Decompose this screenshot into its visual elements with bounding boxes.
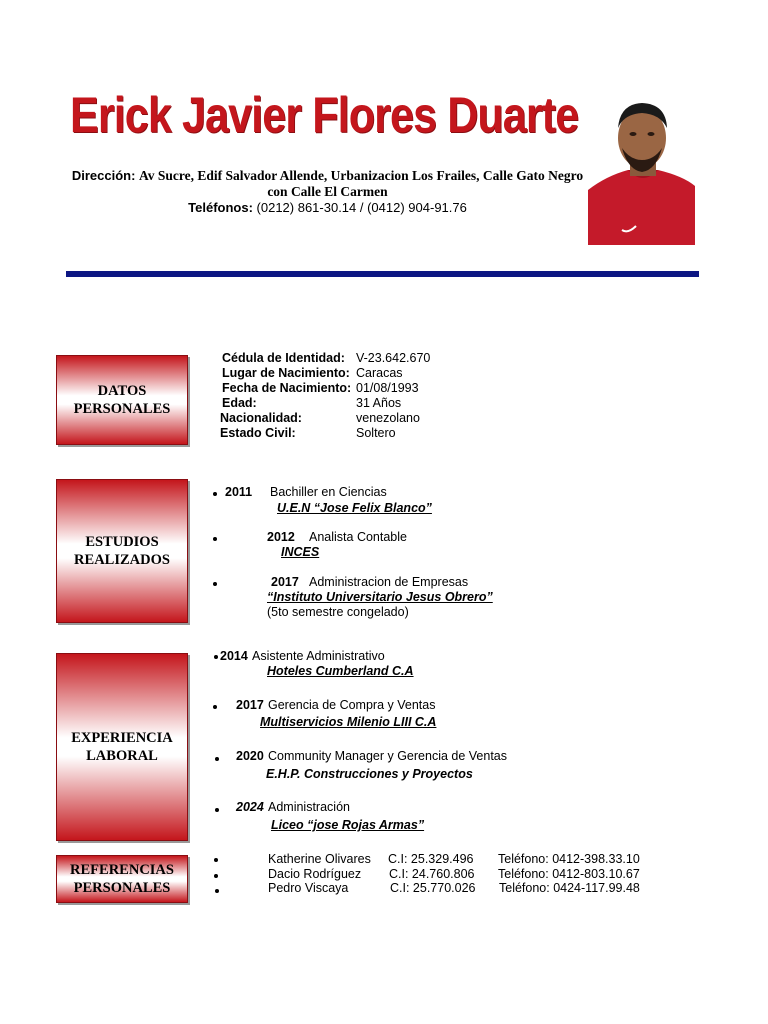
job-year: 2017 [236,698,264,712]
personal-label-ci: Cédula de Identidad: [222,351,345,365]
personal-label-age: Edad: [222,396,257,410]
phones-value: (0212) 861-30.14 / (0412) 904-91.76 [256,200,467,215]
section-title-line: REALIZADOS [74,552,170,568]
job-company: Hoteles Cumberland C.A [267,664,414,678]
personal-label-nationality: Nacionalidad: [220,411,302,425]
study-title: Bachiller en Ciencias [270,485,387,499]
section-studies-title [56,479,188,623]
reference-name: Dacio Rodríguez [268,867,362,881]
address-line1: Av Sucre, Edif Salvador Allende, Urbanizacion Los Frailes, Calle Gato Negro [139,168,584,183]
bullet [215,889,219,893]
bullet [213,492,217,496]
personal-value-birthdate: 01/08/1993 [356,381,419,395]
job-title: Asistente Administrativo [252,649,385,663]
reference-phone: Teléfono: 0424-117.99.48 [499,881,640,895]
section-title-line: EXPERIENCIA [71,730,173,746]
job-company: Liceo “jose Rojas Armas” [271,818,425,832]
personal-value-age: 31 Años [356,396,402,410]
reference-ci: C.I: 24.760.806 [389,867,475,881]
section-title-line: ESTUDIOS [85,534,159,550]
bullet [215,808,219,812]
personal-value-nationality: venezolano [356,411,420,425]
job-company: Multiservicios Milenio LIII C.A [260,715,437,729]
phones-label: Teléfonos: [188,200,253,215]
personal-label-birthdate: Fecha de Nacimiento: [222,381,352,395]
job-year: 2014 [220,649,248,663]
profile-photo [588,98,695,245]
personal-label-birthplace: Lugar de Nacimiento: [222,366,350,380]
job-title: Community Manager y Gerencia de Ventas [268,749,508,763]
job-company: E.H.P. Construcciones y Proyectos [266,767,473,781]
section-title-line: PERSONALES [73,401,171,417]
bullet [214,655,218,659]
personal-value-birthplace: Caracas [356,366,403,380]
reference-ci: C.I: 25.329.496 [388,852,474,866]
header-divider [66,271,699,277]
reference-name: Katherine Olivares [268,852,371,866]
study-institution: INCES [281,545,320,559]
personal-label-civil: Estado Civil: [220,426,296,440]
section-references-title [56,855,188,903]
bullet [213,705,217,709]
reference-phone: Teléfono: 0412-803.10.67 [498,867,640,881]
section-title-line: REFERENCIAS [70,862,174,878]
study-title: Analista Contable [309,530,407,544]
bullet [214,858,218,862]
section-title-line: LABORAL [86,748,158,764]
reference-name: Pedro Viscaya [268,881,349,895]
bullet [215,757,219,761]
contact-block [40,168,615,216]
job-year: 2020 [236,749,264,763]
study-year: 2011 [225,485,253,499]
job-title: Gerencia de Compra y Ventas [268,698,436,712]
study-institution: U.E.N “Jose Felix Blanco” [277,501,432,515]
address-label: Dirección: [71,168,136,183]
section-title-line: PERSONALES [73,880,171,896]
personal-value-ci: V-23.642.670 [356,351,431,365]
study-title: Administracion de Empresas [309,575,469,589]
job-year: 2024 [236,800,264,814]
bullet [213,537,217,541]
bullet [214,874,218,878]
study-note: (5to semestre congelado) [267,605,409,619]
study-institution: “Instituto Universitario Jesus Obrero” [267,590,493,604]
section-title-line: DATOS [97,383,147,399]
study-year: 2017 [271,575,299,589]
study-year: 2012 [267,530,295,544]
job-title: Administración [268,800,350,814]
personal-value-civil: Soltero [356,426,396,440]
section-experience-title [56,653,188,841]
reference-ci: C.I: 25.770.026 [390,881,476,895]
bullet [213,582,217,586]
reference-phone: Teléfono: 0412-398.33.10 [498,852,640,866]
section-personal-title [56,355,188,445]
candidate-name: Erick Javier Flores Duarte [70,87,579,143]
address-line2: con Calle El Carmen [267,184,388,199]
